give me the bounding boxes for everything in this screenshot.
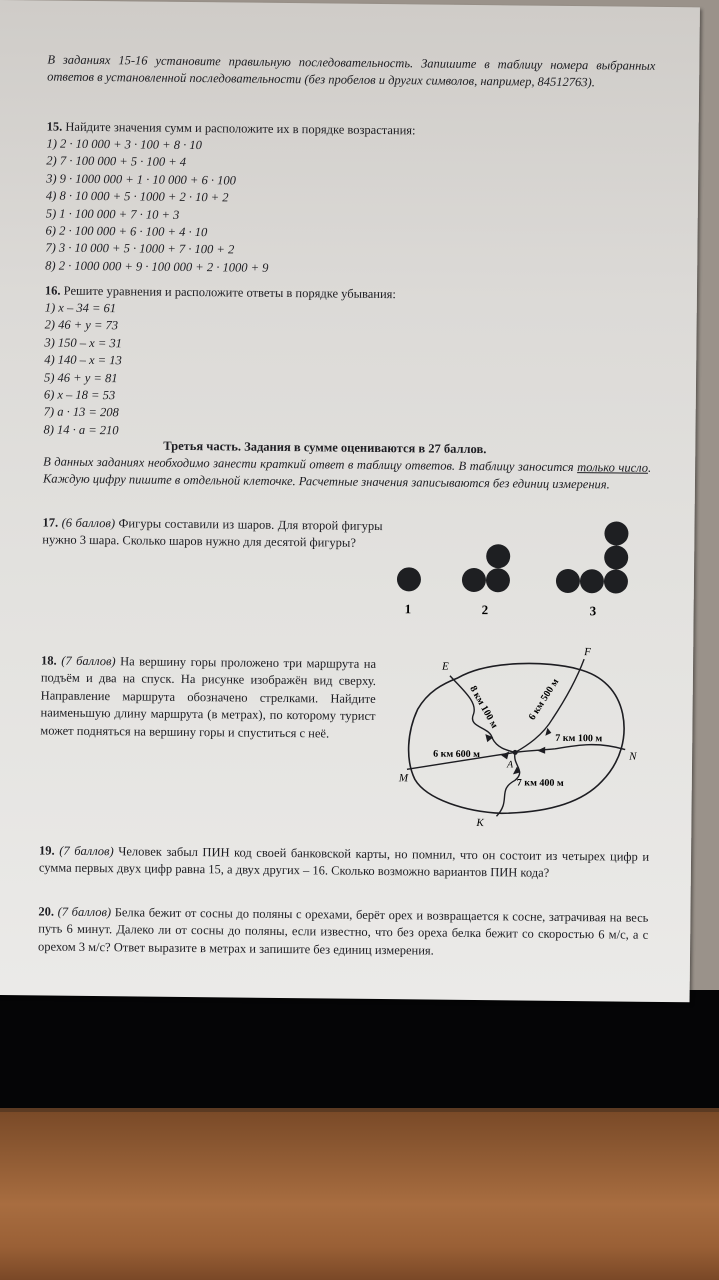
point-label: N xyxy=(629,750,637,763)
figure-label: 2 xyxy=(481,602,489,618)
ball-icon xyxy=(604,569,628,593)
task16-item: 2) 46 + y = 73 xyxy=(44,317,119,333)
point-label: M xyxy=(398,772,409,785)
point-label: F xyxy=(584,646,591,659)
task16-item: 8) 14 · a = 210 xyxy=(43,422,119,437)
task15-list xyxy=(45,135,270,276)
task15-item: 1) 2 · 10 000 + 3 · 100 + 8 · 10 xyxy=(46,136,202,153)
ball-icon xyxy=(604,521,628,545)
arrow-icon xyxy=(501,751,509,759)
route-length-label: 7 км 400 м xyxy=(516,777,564,789)
task15-item: 7) 3 · 10 000 + 5 · 1000 + 7 · 100 + 2 xyxy=(45,240,235,257)
task20-points: (7 баллов) xyxy=(57,904,112,920)
route-n xyxy=(515,744,625,754)
task16-list xyxy=(43,299,122,439)
route-length-label: 6 км 500 м xyxy=(526,676,562,723)
task15-number: 15. xyxy=(46,119,63,134)
ball-icon xyxy=(604,545,628,569)
task15-item: 8) 2 · 1000 000 + 9 · 100 000 + 2 · 1000 + 9 xyxy=(45,258,269,275)
dark-background xyxy=(0,990,719,1115)
task18-number: 18. xyxy=(41,653,57,668)
task19-number: 19. xyxy=(39,843,55,858)
part3-note: В данных заданиях необходимо занести краткий ответ в таблицу ответов. В таблицу заносится только число. Каждую цифру пишите в отдельной клеточке. Расчетные значения записываются без единиц измерения. xyxy=(42,454,652,492)
task15-item: 5) 1 · 100 000 + 7 · 10 + 3 xyxy=(45,206,180,222)
task17-points: (6 баллов) xyxy=(61,515,116,531)
ball-icon xyxy=(556,569,580,593)
task17-text: 17. (6 баллов) Фигуры составили из шаров. Для второй фигуры нужно 3 шара. Сколько шаров нужно для десятой фигуры? xyxy=(42,515,383,551)
task15-item: 4) 8 · 10 000 + 5 · 1000 + 2 · 10 + 2 xyxy=(45,188,229,205)
ball-icon xyxy=(580,569,604,593)
point-label: E xyxy=(441,660,449,673)
task15-item: 6) 2 · 100 000 + 6 · 100 + 4 · 10 xyxy=(45,223,208,240)
point-label: K xyxy=(476,817,484,830)
ball-icon xyxy=(486,568,510,592)
task15-item: 3) 9 · 1000 000 + 1 · 10 000 + 6 · 100 xyxy=(46,171,236,188)
task17-number: 17. xyxy=(42,515,59,530)
task15-title: 15. Найдите значения сумм и расположите их в порядке возрастания: xyxy=(46,119,416,138)
part3-heading: Третья часть. Задания в сумме оцениваются в 27 баллов. xyxy=(163,438,487,457)
task18-text: 18. (7 баллов) На вершину горы проложено три маршрута на подъём и два на спуск. На рисунке изображён вид сверху. Направление маршрута обозначено стрелками. Найдите наименьшую длину маршрута (в метрах), по которому турист может подняться на вершину горы и спуститься с неё. xyxy=(40,653,377,741)
task16-item: 7) a · 13 = 208 xyxy=(43,404,119,420)
route-length-label: 6 км 600 м xyxy=(433,748,481,761)
underlined-emphasis: только число xyxy=(577,460,649,475)
ball-icon xyxy=(397,567,421,591)
ball-icon xyxy=(486,544,510,568)
mountain-routes-map xyxy=(396,639,658,832)
figure-label: 1 xyxy=(404,601,412,617)
task16-item: 1) x – 34 = 61 xyxy=(44,300,117,316)
task20-text: 20. (7 баллов) Белка бежит от сосны до поляны с орехами, берёт орех и возвращается к сосне, затрачивая на весь путь 6 минут. Далеко ли от сосны до поляны, если известно, что без ореха белка бежит со скоростью 6 м/с, а с орехом 3 м/с? Ответ выразите в метрах и запишите без единиц измерения. xyxy=(38,904,649,958)
ball-icon xyxy=(462,568,486,592)
task16-item: 3) 150 – x = 31 xyxy=(44,335,123,351)
task16-item: 5) 46 + y = 81 xyxy=(43,370,118,385)
task16-item: 4) 140 – x = 13 xyxy=(44,352,122,368)
route-length-label: 8 км 100 м xyxy=(467,684,500,731)
figure-label: 3 xyxy=(589,603,597,619)
arrow-icon xyxy=(545,728,551,736)
task15-item: 2) 7 · 100 000 + 5 · 100 + 4 xyxy=(46,153,187,170)
intro-instructions: В заданиях 15-16 установите правильную последовательность. Запишите в таблицу номера выбранных ответов в установленной последовательности (без пробелов и других символов, например, 84512763). xyxy=(47,52,656,90)
task18-points: (7 баллов) xyxy=(61,653,116,669)
arrow-icon xyxy=(537,747,545,754)
point-label: A xyxy=(506,759,514,771)
task16-number: 16. xyxy=(44,283,61,298)
task19-points: (7 баллов) xyxy=(59,843,114,859)
task20-number: 20. xyxy=(38,904,55,919)
arrow-icon xyxy=(485,734,493,742)
task16-title: 16. Решите уравнения и расположите ответы в порядке убывания: xyxy=(44,283,396,302)
balls-figures xyxy=(384,509,645,622)
task19-text: 19. (7 баллов) Человек забыл ПИН код своей банковской карты, но помнил, что он состоит из четырех цифр и сумма первых двух цифр равна 15, а двух других – 16. Сколько возможно вариантов ПИН кода? xyxy=(38,843,650,881)
route-length-label: 7 км 100 м xyxy=(555,732,603,745)
wooden-table xyxy=(0,1112,719,1280)
task16-item: 6) x – 18 = 53 xyxy=(43,387,116,403)
